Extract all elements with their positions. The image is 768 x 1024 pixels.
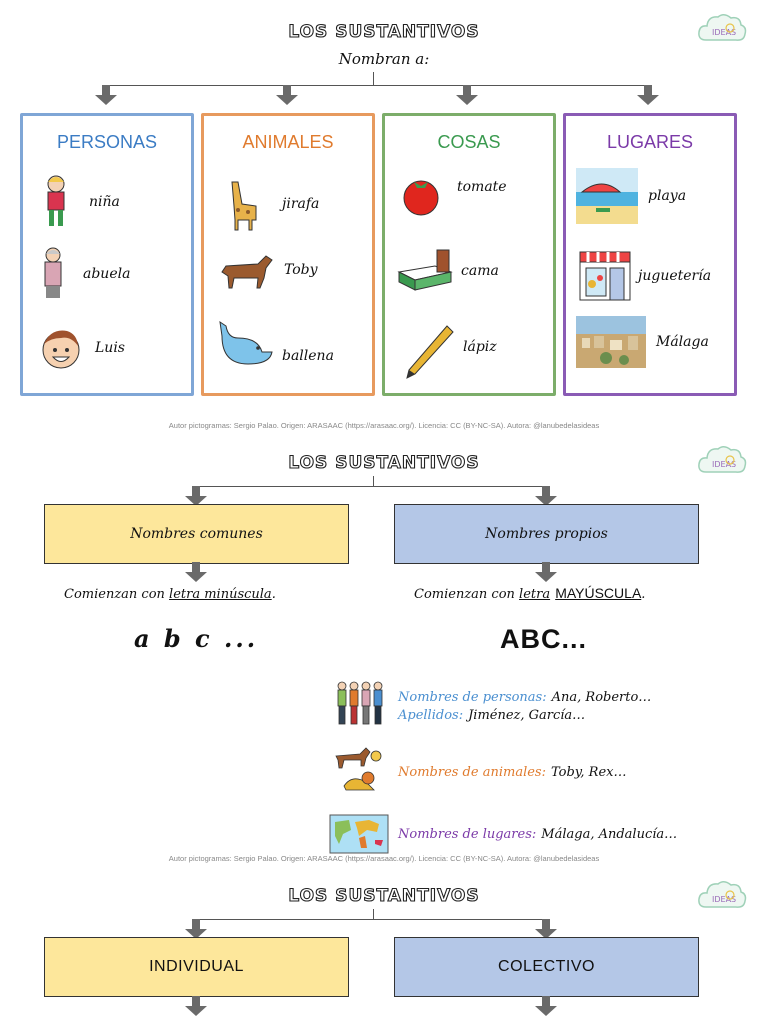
list-item bbox=[222, 176, 319, 232]
section3-title: LOS SUSTANTIVOS bbox=[288, 886, 480, 906]
word-label: Málaga bbox=[656, 334, 709, 350]
word-label: abuela bbox=[83, 266, 131, 282]
card-cosas bbox=[382, 113, 556, 396]
cloud-logo-icon bbox=[696, 10, 748, 48]
logo-text: IDEAS bbox=[712, 28, 737, 37]
proper-rule: Comienzan con letra MAYÚSCULA. bbox=[414, 585, 646, 602]
list-item bbox=[576, 168, 686, 224]
credit-text: Autor pictogramas: Sergio Palao. Origen: ARASAAC (https://arasaac.org/). Licencia: CC (BY-NC-SA). Autora: @lanubedelasideas bbox=[168, 854, 600, 863]
box-label: COLECTIVO bbox=[498, 958, 595, 975]
giraffe-icon bbox=[222, 176, 262, 232]
tree-line bbox=[196, 486, 546, 487]
word-label: jirafa bbox=[282, 196, 320, 212]
card-heading: LUGARES bbox=[606, 132, 694, 152]
list-item bbox=[39, 246, 130, 302]
card-personas bbox=[20, 113, 194, 396]
box-label: INDIVIDUAL bbox=[149, 958, 244, 975]
list-item bbox=[576, 316, 709, 368]
girl-icon bbox=[39, 174, 73, 230]
section1-subtitle: Nombran a: bbox=[338, 50, 430, 68]
whale-icon bbox=[218, 316, 276, 370]
example-animals: Nombres de animales: Toby, Rex… bbox=[398, 765, 627, 780]
credit-text: Autor pictogramas: Sergio Palao. Origen: ARASAAC (https://arasaac.org/). Licencia: CC (BY-NC-SA). Autora: @lanubedelasideas bbox=[168, 421, 600, 430]
bed-icon bbox=[395, 246, 455, 296]
list-item bbox=[220, 250, 318, 290]
collective-box bbox=[394, 937, 699, 997]
card-heading: ANIMALES bbox=[242, 132, 334, 152]
dog-icon bbox=[220, 250, 274, 290]
tree-line bbox=[106, 85, 649, 86]
word-label: tomate bbox=[457, 179, 507, 195]
logo-text: IDEAS bbox=[712, 895, 737, 904]
cloud-logo-icon bbox=[696, 877, 748, 915]
word-label: lápiz bbox=[463, 339, 497, 355]
box-label: Nombres comunes bbox=[130, 526, 263, 542]
individual-box bbox=[44, 937, 349, 997]
word-label: playa bbox=[648, 188, 687, 204]
section2-title: LOS SUSTANTIVOS bbox=[288, 453, 480, 473]
word-label: cama bbox=[461, 263, 499, 279]
word-label: Toby bbox=[284, 262, 318, 278]
example-people: Nombres de personas: Ana, Roberto… bbox=[398, 690, 652, 705]
tree-line bbox=[373, 72, 374, 85]
word-label: Luis bbox=[95, 340, 125, 356]
list-item bbox=[395, 246, 499, 296]
beach-icon bbox=[576, 168, 638, 224]
list-item bbox=[218, 316, 334, 370]
box-label: Nombres propios bbox=[485, 526, 608, 542]
list-item bbox=[41, 326, 125, 370]
section1-title: LOS SUSTANTIVOS bbox=[288, 22, 480, 42]
boy-face-icon bbox=[41, 326, 81, 370]
lowercase-sample: a b c ... bbox=[134, 624, 259, 653]
tree-line bbox=[373, 909, 374, 919]
word-label: juguetería bbox=[638, 268, 712, 284]
grandmother-icon bbox=[39, 246, 67, 302]
card-heading: PERSONAS bbox=[56, 132, 158, 152]
world-map-icon bbox=[329, 814, 389, 854]
example-places: Nombres de lugares: Málaga, Andalucía… bbox=[398, 827, 678, 842]
toy-store-icon bbox=[578, 250, 632, 302]
tree-line bbox=[373, 476, 374, 486]
uppercase-sample: ABC... bbox=[500, 624, 587, 654]
people-group-icon bbox=[334, 680, 386, 728]
tomato-icon bbox=[399, 172, 443, 216]
list-item bbox=[39, 174, 120, 230]
cloud-logo-icon bbox=[696, 442, 748, 480]
pencil-icon bbox=[403, 322, 455, 382]
list-item bbox=[403, 322, 497, 382]
list-item bbox=[399, 172, 507, 216]
tree-line bbox=[196, 919, 546, 920]
card-animales bbox=[201, 113, 375, 396]
list-item bbox=[578, 250, 711, 302]
city-photo-icon bbox=[576, 316, 646, 368]
common-nouns-box bbox=[44, 504, 349, 564]
card-lugares bbox=[563, 113, 737, 396]
proper-nouns-box bbox=[394, 504, 699, 564]
common-rule: Comienzan con letra minúscula. bbox=[64, 587, 276, 602]
logo-text: IDEAS bbox=[712, 460, 737, 469]
animals-icon bbox=[334, 744, 384, 796]
word-label: ballena bbox=[282, 348, 334, 364]
word-label: niña bbox=[89, 194, 120, 210]
card-heading: COSAS bbox=[437, 132, 501, 152]
example-surnames: Apellidos: Jiménez, García… bbox=[398, 708, 586, 723]
